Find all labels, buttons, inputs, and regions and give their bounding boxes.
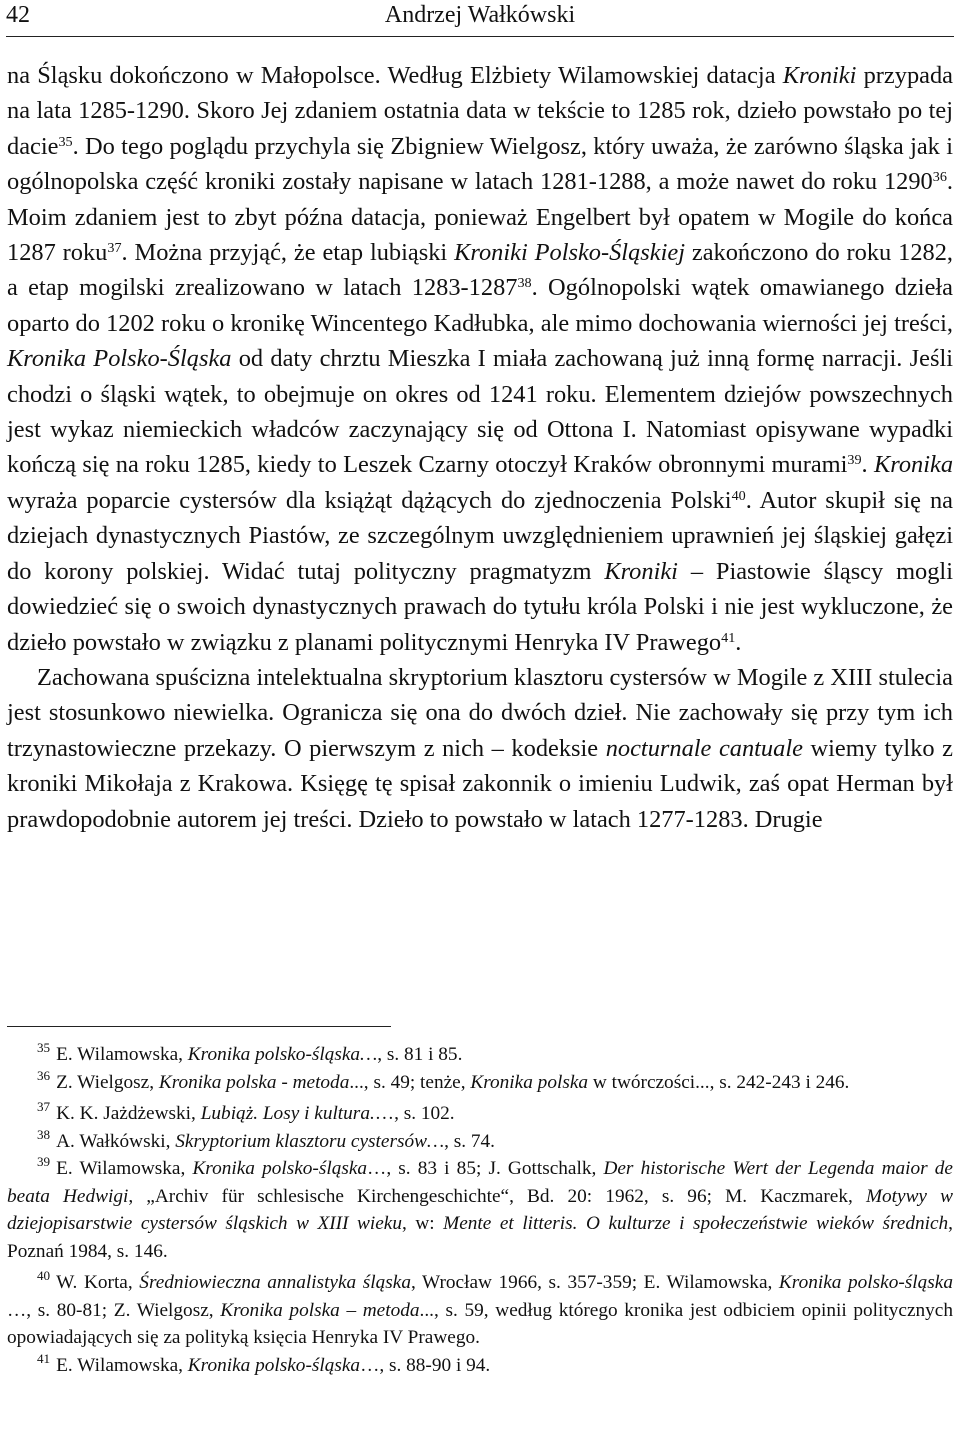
text-span: W. Korta, xyxy=(56,1272,140,1293)
paragraph-2 xyxy=(7,660,953,837)
footnote-number: 36 xyxy=(37,1067,51,1083)
running-title: Andrzej Wałkówski xyxy=(384,2,576,28)
footnote-number: 39 xyxy=(37,1154,51,1170)
text-span: na Śląsku dokończono w Małopolsce. Według Elżbiety Wilamowskiej datacja xyxy=(7,62,783,89)
text-span: K. K. Jażdżewski, xyxy=(56,1103,201,1124)
footnote-37 xyxy=(7,1100,953,1128)
text-span: . Autor skupił się na dziejach dynastycznych Piastów, ze szczególnym uwzględnieniem uprawnień jej śląskiej gałęzi do korony polskiej. Widać tutaj polityczny pragmatyzm xyxy=(7,486,953,585)
header-rule xyxy=(6,36,954,37)
text-span: wyraża poparcie cystersów dla książąt dążących do zjednoczenia Polski xyxy=(7,486,732,514)
italic-title: nocturnale cantuale xyxy=(605,734,803,762)
footnote-number: 38 xyxy=(37,1126,51,1142)
text-span: wiemy tylko z kroniki Mikołaja z Krakowa. Księgę tę spisał zakonnik o imieniu Ludwik, zaś opat Herman był prawdopodobnie autorem jej treści. Dzieło to powstało w latach 1277-1283. Drugie xyxy=(7,734,953,833)
italic-title: Kronika xyxy=(873,451,954,479)
italic-title: Motywy w dziejopisarstwie cystersów śląskich w XIII wieku xyxy=(7,1185,953,1234)
footnote-38 xyxy=(7,1128,953,1156)
italic-title: Kronika polska xyxy=(470,1071,589,1093)
italic-title: Mente et litteris. O kulturze i społeczeństwie wieków średnich xyxy=(443,1213,949,1234)
text-span: …, s. 80-81; Z. Wielgosz, xyxy=(7,1299,221,1321)
footnote-ref-38[interactable]: 38 xyxy=(517,275,532,292)
text-span: . xyxy=(735,628,742,656)
italic-title: Kronika polsko-śląska… xyxy=(187,1044,378,1065)
text-span: …, s. 88-90 i 94. xyxy=(360,1354,491,1376)
italic-title: Kroniki Polsko-Śląskiej xyxy=(454,239,685,267)
italic-title: Kroniki xyxy=(782,62,857,89)
text-span: . Moim zdaniem jest to zbyt późna datacja, ponieważ Engelbert był opatem w Mogile do końca 1287 roku xyxy=(7,168,953,267)
text-span: ..., s. 49; tenże, xyxy=(349,1071,471,1093)
text-span: , s. 74. xyxy=(444,1130,495,1152)
text-span: . Można przyjąć, że etap lubiąski xyxy=(121,239,455,267)
footnote-ref-40[interactable]: 40 xyxy=(731,488,746,505)
italic-title: Skryptorium klasztoru cystersów… xyxy=(175,1130,445,1152)
text-span: E. Wilamowska, xyxy=(56,1158,193,1179)
text-span: E. Wilamowska, xyxy=(56,1354,188,1376)
footnote-ref-35[interactable]: 35 xyxy=(58,134,73,151)
text-span: E. Wilamowska, xyxy=(56,1044,188,1065)
text-span: . Do tego poglądu przychyla się Zbigniew Wielgosz, który uważa, że zarówno śląska jak i ogólnopolska część kroniki zostały napisane w latach 1281-1288, a może nawet do roku 1290 xyxy=(7,132,953,196)
italic-title: Kronika polska – metoda xyxy=(220,1299,420,1321)
footnote-number: 40 xyxy=(37,1268,51,1284)
main-text xyxy=(7,58,953,837)
footnote-41 xyxy=(7,1352,953,1380)
text-span: …, s. 83 i 85; J. Gottschalk, xyxy=(367,1158,604,1179)
text-span: od daty chrztu Mieszka I miała zachowaną już inną formę narracji. Jeśli chodzi o śląski wątek, to obejmuje on okres od 1241 roku. Elementem dziejów powszechnych jest wykaz niemieckich władców zaczynający się od Ottona I. Natomiast opisywane wypadki kończą się na roku 1285, kiedy to Leszek Czarny otoczył Kraków obronnymi murami xyxy=(7,345,953,479)
text-span: , „Archiv für schlesische Kirchengeschichte“, Bd. 20: 1962, s. 96; M. Kaczmarek, xyxy=(128,1185,866,1207)
italic-title: Kronika Polsko-Śląska xyxy=(7,345,232,373)
footnote-ref-41[interactable]: 41 xyxy=(721,629,736,646)
text-span: . Ogólnopolski wątek omawianego dzieła oparto do 1202 roku o kronikę Wincentego Kadłubka, ale mimo dochowania wierności jej treści, xyxy=(7,274,953,337)
footnote-39 xyxy=(7,1155,953,1265)
paragraph-1 xyxy=(7,58,953,660)
footnote-separator xyxy=(7,1026,391,1027)
text-span: …, s. 102. xyxy=(374,1103,455,1124)
text-span: ..., s. 59, według którego kronika jest odbiciem opinii politycznych opowiadających się za polityką księcia Henryka IV Prawego. xyxy=(7,1299,953,1348)
text-span: , Wrocław 1966, s. 357-359; E. Wilamowska, xyxy=(410,1272,779,1293)
footnote-number: 35 xyxy=(37,1040,51,1056)
footnote-ref-37[interactable]: 37 xyxy=(107,240,122,257)
italic-title: Kronika polsko-śląska xyxy=(187,1354,361,1376)
footnotes xyxy=(7,1041,953,1379)
italic-title: Kronika polsko-śląska xyxy=(192,1158,368,1179)
italic-title: Lubiąż. Losy i kultura. xyxy=(200,1103,375,1124)
footnote-number: 37 xyxy=(37,1099,51,1115)
footnote-ref-39[interactable]: 39 xyxy=(847,452,862,469)
text-span: , s. 81 i 85. xyxy=(377,1044,463,1065)
text-span: – Piastowie śląscy mogli dowiedzieć się o swoich dynastycznych prawach do tytułu króla Polski i nie jest wykluczone, że dzieło powstało w związku z planami politycznymi Henryka IV Prawego xyxy=(7,557,953,656)
page-header xyxy=(6,0,954,38)
text-span: , Poznań 1984, s. 146. xyxy=(7,1213,953,1262)
footnote-36 xyxy=(7,1069,953,1097)
text-span: Zachowana spuścizna intelektualna skryptorium klasztoru cystersów w Mogile z XIII stulecia jest stosunkowo niewielka. Ogranicza się ona do dwóch dzieł. Nie zachowały się przy tym ich trzynastowieczne przekazy. O pierwszym z nich – kodeksie xyxy=(7,663,953,762)
italic-title: Kronika polska - metoda xyxy=(158,1071,350,1093)
page-number: 42 xyxy=(6,2,30,28)
text-span: . xyxy=(861,451,874,479)
footnote-40 xyxy=(7,1269,953,1352)
text-span: zakończono do roku 1282, a etap mogilski zrealizowano w latach 1283-1287 xyxy=(7,239,954,302)
text-span: Z. Wielgosz, xyxy=(56,1071,159,1093)
italic-title: Kroniki xyxy=(604,557,678,585)
italic-title: Kronika polsko-śląska xyxy=(778,1272,953,1293)
footnote-35 xyxy=(7,1041,953,1069)
text-span: , w: xyxy=(402,1213,444,1234)
italic-title: Der historische Wert der Legenda maior de beata Hedwigi xyxy=(7,1158,953,1207)
italic-title: Średniowieczna annalistyka śląska xyxy=(139,1272,411,1293)
text-span: przypada na lata 1285-1290. Skoro Jej zdaniem ostatnia data w tekście to 1285 rok, dzieło powstało po tej dacie xyxy=(7,62,953,160)
footnote-ref-36[interactable]: 36 xyxy=(932,169,947,186)
footnote-number: 41 xyxy=(37,1350,51,1366)
text-span: A. Wałkówski, xyxy=(56,1130,176,1152)
text-span: w twórczości..., s. 242-243 i 246. xyxy=(588,1071,850,1093)
